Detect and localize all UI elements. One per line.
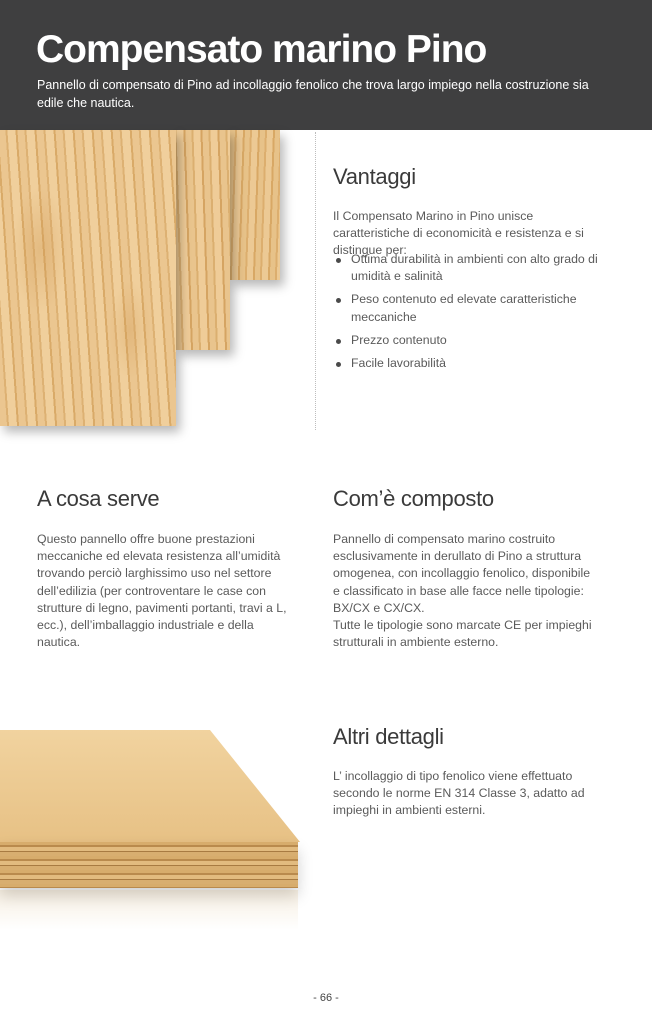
altri-dettagli-heading: Altri dettagli — [333, 724, 444, 749]
plank-reflection — [0, 890, 298, 930]
plywood-panels-image — [0, 130, 300, 430]
plywood-panel-middle — [176, 130, 230, 350]
come-composto-body — [333, 531, 595, 651]
come-composto-body-2: Tutte le tipologie sono marcate CE per impieghi strutturali in ambiente esterno. — [333, 618, 592, 650]
list-item: Ottima durabilità in ambienti con alto grado di umidità e salinità — [333, 251, 603, 285]
plywood-plank-image — [0, 730, 340, 950]
plywood-panel-back — [230, 130, 280, 280]
list-item: Prezzo contenuto — [333, 332, 603, 349]
a-cosa-serve-heading: A cosa serve — [37, 486, 160, 511]
page-header — [0, 0, 652, 130]
page-title: Compensato marino Pino — [36, 28, 487, 71]
list-item: Peso contenuto ed elevate caratteristiche meccaniche — [333, 291, 603, 325]
page-number: - 66 - — [313, 992, 339, 1004]
page-subtitle: Pannello di compensato di Pino ad incollaggio fenolico che trova largo impiego nella costruzione sia edile che nautica. — [37, 78, 589, 110]
altri-dettagli-body: L’ incollaggio di tipo fenolico viene effettuato secondo le norme EN 314 Classe 3, adatto ad impieghi in ambienti esterni. — [333, 769, 585, 818]
vantaggi-list — [333, 251, 603, 378]
vantaggi-heading: Vantaggi — [333, 164, 416, 189]
plywood-panel-front — [0, 130, 176, 426]
plank-top-face — [0, 730, 300, 842]
vantaggi-intro: Il Compensato Marino in Pino unisce caratteristiche di economicità e resistenza e si distingue per: — [333, 209, 584, 258]
a-cosa-serve-body: Questo pannello offre buone prestazioni meccaniche ed elevata resistenza all’umidità trovando perciò larghissimo uso nel settore dell’edilizia (per controventare le case con strutture di legno, pavimenti portanti, travi a L, ecc.), dell’imballaggio industriale e della nautica. — [37, 532, 287, 650]
come-composto-heading: Com’è composto — [333, 486, 494, 511]
come-composto-body-1: Pannello di compensato marino costruito esclusivamente in derullato di Pino a struttura omogenea, con incollaggio fenolico, disponibile e classificato in base alle facce nelle tipologie: BX/CX e CX/CX. — [333, 532, 591, 615]
vertical-divider — [315, 132, 316, 430]
list-item: Facile lavorabilità — [333, 355, 603, 372]
plank-layered-edge — [0, 842, 298, 888]
